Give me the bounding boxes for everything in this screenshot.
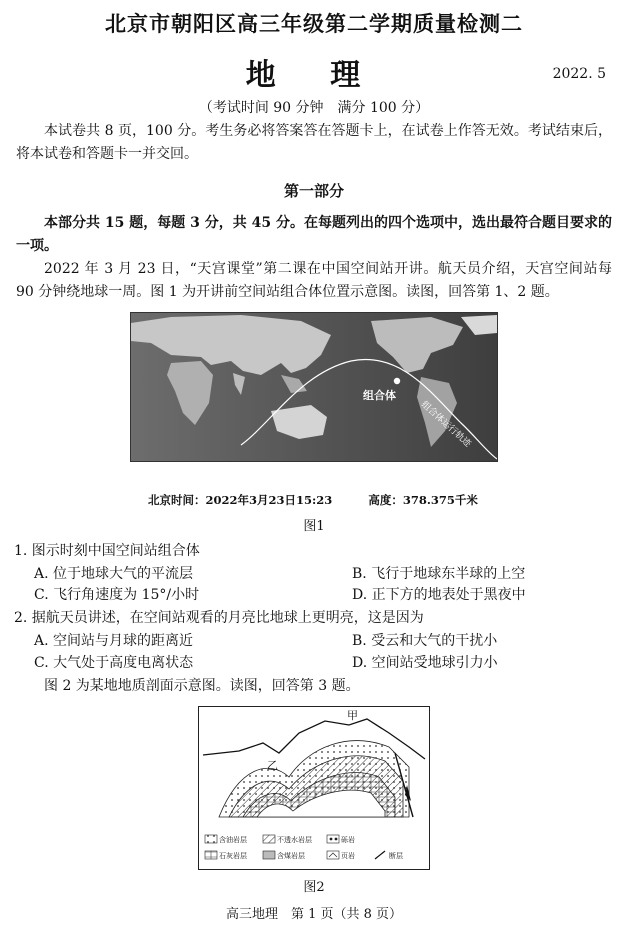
exam-date: 2022. 5: [552, 66, 606, 82]
part-one-title: 第一部分: [283, 182, 344, 200]
question-2-option-a: A. 空间站与月球的距离近: [34, 633, 194, 649]
question-stem-context: 2022 年 3 月 23 日，“天宫课堂”第二课在中国空间站开讲。航天员介绍，天宫空间站每 90 分钟绕地球一周。图 1 为开讲前空间站组合体位置示意图。读图，回答第 1、2 题。: [16, 261, 612, 300]
legend-conglomerate: 砾岩: [341, 836, 355, 844]
figure1-info-line: [130, 492, 496, 508]
question-2-option-c: C. 大气处于高度电离状态: [34, 655, 194, 671]
geologic-profile-graphic: [199, 707, 429, 869]
figure2-geologic-profile: [198, 706, 430, 870]
legend-oil-layer: 含油岩层: [219, 836, 247, 844]
figure2-caption: 图2: [303, 880, 325, 895]
question-2-stem: 2. 据航天员讲述，在空间站观看的月亮比地球上更明亮，这是因为: [14, 610, 424, 626]
altitude-readout: 高度：378.375千米: [368, 493, 478, 507]
exam-title: 北京市朝阳区高三年级第二学期质量检测二: [105, 11, 523, 36]
orbit-label: 组合体运行轨迹: [418, 399, 473, 450]
figure1-caption: 图1: [303, 519, 325, 534]
question-1-option-d: D. 正下方的地表处于黑夜中: [352, 587, 526, 603]
part-one-rule: 本部分共 15 题，每题 3 分，共 45 分。在每题列出的四个选项中，选出最符合题目要求的一项。: [16, 215, 612, 254]
question-2-option-b: B. 受云和大气的干扰小: [352, 633, 498, 649]
question-1-option-b: B. 飞行于地球东半球的上空: [352, 566, 526, 582]
question-1-option-c: C. 飞行角速度为 15°/小时: [34, 587, 200, 603]
intro-paragraph: 本试卷共 8 页，100 分。考生务必将答案答在答题卡上，在试卷上作答无效。考试结束后，将本试卷和答题卡一并交回。: [16, 123, 612, 162]
figure1-world-map: [130, 312, 498, 462]
page-footer: 高三地理 第 1 页（共 8 页）: [225, 907, 403, 922]
world-map-graphic: [131, 313, 497, 461]
legend-coal-layer: 含煤岩层: [277, 852, 305, 860]
station-marker: [394, 378, 400, 384]
question-1-option-a: A. 位于地球大气的平流层: [34, 566, 194, 582]
legend-limestone: 石灰岩层: [219, 852, 247, 860]
legend-shale: 页岩: [341, 852, 355, 860]
label-yi: 乙: [267, 759, 278, 772]
legend: [205, 835, 403, 860]
subject-title: 地 理: [245, 58, 383, 93]
question-2-option-d: D. 空间站受地球引力小: [352, 655, 498, 671]
label-jia: 甲: [347, 709, 358, 722]
question-1-stem: 1. 图示时刻中国空间站组合体: [14, 543, 200, 559]
legend-impermeable-layer: 不透水岩层: [277, 836, 312, 844]
exam-time-info: （考试时间 90 分钟 满分 100 分）: [198, 100, 430, 116]
legend-fault: 断层: [389, 852, 403, 860]
beijing-time-readout: 北京时间：2022年3月23日15:23: [148, 493, 333, 507]
figure2-intro: 图 2 为某地地质剖面示意图。读图，回答第 3 题。: [44, 678, 360, 694]
station-label: 组合体: [363, 389, 396, 402]
